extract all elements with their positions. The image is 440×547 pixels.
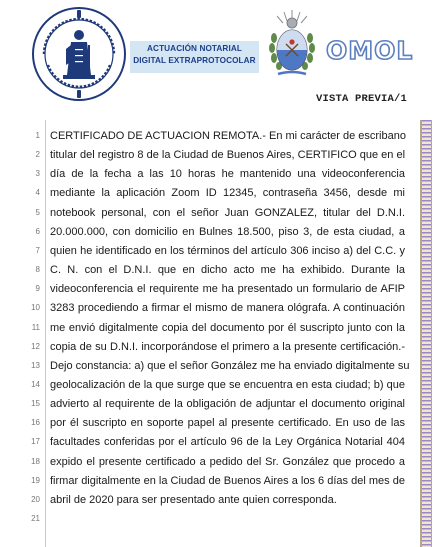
- certificate-line: mediante la aplicación Zoom ID 12345, contraseña 3456, desde mi: [50, 187, 405, 200]
- national-coat-of-arms-icon: [262, 8, 322, 78]
- line-number: 2: [35, 150, 40, 160]
- preview-label: VISTA PREVIA/1: [315, 93, 407, 105]
- certificate-line: CERTIFICADO DE ACTUACION REMOTA.- En mi carácter de escribano: [50, 130, 406, 142]
- margin-rule: [45, 120, 46, 547]
- certificate-line: día de la fecha a las 10 horas he mantenido una videoconferencia: [50, 168, 405, 181]
- line-number: 1: [35, 131, 40, 140]
- banner-subtitle: DIGITAL EXTRAPROTOCOLAR: [133, 56, 256, 65]
- certificate-line: notebook personal, con el señor Juan GONZALEZ, titular del D.N.I.: [50, 206, 405, 219]
- line-number: 9: [35, 284, 40, 294]
- certificate-line: 3283 procediendo a firmar el mismo de manera ológrafa. A continuación: [50, 302, 405, 315]
- line-number: 14: [31, 379, 40, 389]
- certificate-line: expido el presente certificado a pedido del Sr. González que procedo a: [50, 455, 405, 468]
- line-number: 17: [31, 437, 40, 447]
- colegio-escribanos-seal-icon: [30, 5, 128, 103]
- line-number: 7: [35, 245, 40, 255]
- certificate-line: copia de su D.N.I. incorporándose el primero a la presente certificación.-: [50, 340, 405, 353]
- certificate-line: facultades conferidas por el artículo 96 de la Ley Orgánica Notarial 404: [50, 436, 405, 449]
- line-number: 11: [31, 322, 40, 332]
- series-code: OMOL: [326, 36, 414, 65]
- line-number: 4: [35, 188, 40, 198]
- certificate-line: advierto al requirente de la obligación de adjuntar el documento original: [50, 398, 405, 411]
- certificate-line: 20.000.000, con domicilio en Bulnes 18.500, piso 3, de esta ciudad, a: [50, 225, 405, 238]
- certificate-line: firmar digitalmente en la Ciudad de Buenos Aires a los 6 días del mes de: [50, 474, 405, 487]
- line-number: 10: [31, 303, 40, 313]
- banner-title: ACTUACIÓN NOTARIAL: [147, 44, 242, 53]
- certificate-line: quien he identificado en los términos del artículo 306 inciso a) del C.C. y: [50, 244, 405, 257]
- line-number: 12: [31, 341, 40, 351]
- certificate-line: me envió digitalmente copia del documento por él suscripto junto con la: [50, 321, 405, 334]
- line-number: 15: [31, 399, 40, 409]
- certificate-line: titular del registro 8 de la Ciudad de Buenos Aires, CERTIFICO que en el: [50, 149, 406, 162]
- line-number: 6: [35, 226, 40, 236]
- line-number: 8: [35, 265, 40, 275]
- actuacion-notarial-banner: [130, 41, 259, 73]
- line-number: 20: [31, 494, 40, 504]
- line-number: 19: [31, 475, 40, 485]
- certificate-line: por él suscripto en soporte papel al presente certificado. En uso de las: [50, 417, 405, 430]
- line-number: 5: [35, 207, 40, 217]
- line-number: 18: [31, 456, 40, 466]
- certificate-line: videoconferencia el requirente me ha presentado un formulario de AFIP: [50, 283, 405, 296]
- certificate-line: C. N. con el D.N.I. que en dicho acto me ha exhibido. Durante la: [50, 264, 405, 277]
- line-number: 21: [31, 514, 40, 523]
- certificate-line: abril de 2020 para ser presentado ante quien corresponda.: [50, 493, 337, 506]
- line-number: 16: [31, 418, 40, 428]
- certificate-line: geolocalización de la que surge que se encuentra en esta ciudad; b) que: [50, 378, 405, 391]
- line-number: 3: [35, 169, 40, 179]
- certificate-line: Dejo constancia: a) que el señor González me ha enviado digitalmente su: [50, 359, 410, 372]
- security-band: [420, 120, 432, 547]
- line-number: 13: [31, 360, 40, 370]
